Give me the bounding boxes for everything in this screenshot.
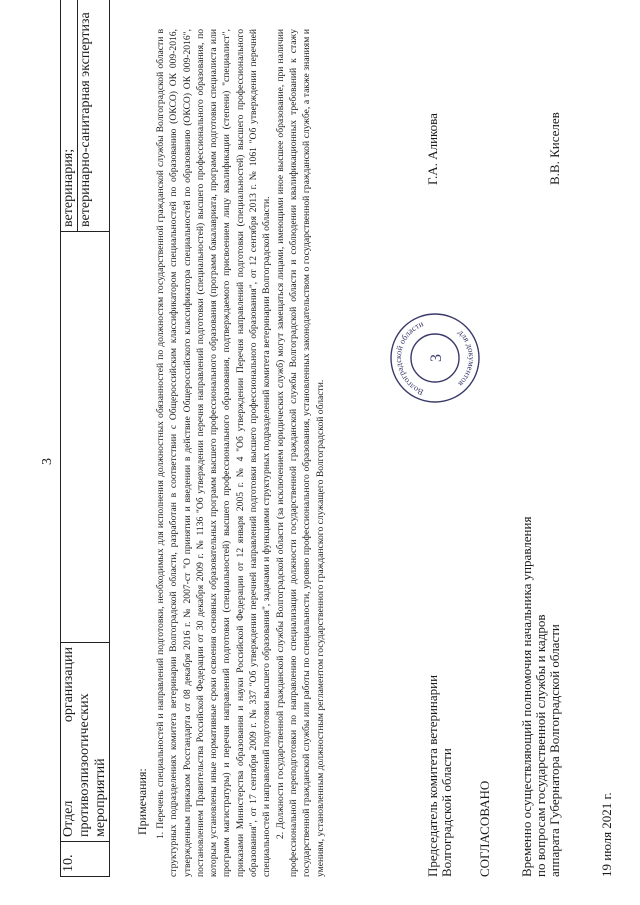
date: 19 июля 2021 г. [599,792,614,877]
page-number: 3 [40,458,55,465]
chair-title [426,675,454,877]
notes-text [154,29,327,877]
direction-cell [61,0,110,232]
table-row [61,0,110,877]
svg-text:3: 3 [428,354,445,362]
unit-line-1: Отдел организации [61,647,76,837]
note-paragraph-1: 1. Перечень специальностей и направлений подготовки, необходимых для исполнения должностных обязанностей по должностям государственной гражданской службы Волгоградской области в структурных подразделениях комитета ветеринарии Волгоградской области, разработан в соответствии с Общероссийским классификатором специальностей по образованию (ОКСО) ОК 009-2016, утвержденным приказом Росстандарта от 08 декабря 2016 г. № 2007-ст "О принятии и введении в действие Общероссийского классификатора специальностей по образованию (ОКСО) ОК 009-2016", постановлением Правительства Российской Федерации от 30 декабря 2009 г. № 1136 "Об утверждении перечня направлений подготовки (специальностей) высшего профессионального образования, по которым установлены иные нормативные сроки освоения основных образовательных программ высшего профессионального образования (программ бакалавриата, программ подготовки специалиста или программ магистратуры) и перечня направлений подготовки (специальностей) высшего профессионального образования, подтверждаемого присвоением лицу квалификации (степени) "специалист", приказами Министерства образования и науки Российской Федерации от 12 января 2005 г. № 4 "Об утверждении Перечня направлений подготовки (специальностей) высшего профессионального образования", от 17 сентября 2009 г. № 337 "Об утверждении перечней направлений подготовки высшего профессионального образования", от 12 сентября 2013 г. № 1061 "Об утверждении перечней специальностей и направлений подготовки высшего образования", задачами и функциями структурных подразделений комитета ветеринарии Волгоградской области. [155,29,273,877]
direction-2: ветеринарно-санитарная экспертиза [77,0,94,231]
chair-name: Г.А. Аликова [425,113,440,185]
notes-heading: Примечания: [135,768,149,835]
head-name: В.В. Киселев [547,112,562,185]
note-paragraph-2: 2. Должности государственной гражданской службы Волгоградской области (за исключением юридических служб) могут замещаться лицами, имеющими иное высшее образование, при наличии профессиональной переподготовки по направлению специализации должности государственной гражданской службы Волгоградской области и соблюдении квалификационных требований к стажу государственной гражданской службы или работы по специальности, уровню профессионального образования, установленных законодательством о государственной гражданской службе, а также знаниям и умениям, установленным должностным регламентом государственного гражданского служащего Волгоградской области. [274,29,326,877]
unit-line-3: мероприятий [93,758,108,837]
round-stamp-icon [388,311,482,405]
head-title-line-1: Временно осуществляющий полномочия начальника управления [519,516,534,877]
chair-title-line-1: Председатель комитета ветеринарии [425,674,440,877]
chair-title-line-2: Волгоградской области [439,748,454,877]
svg-text:для документов: для документов [456,327,478,389]
head-title-line-3: аппарата Губернатора Волгоградской области [547,624,562,877]
direction-1: ветеринария; [61,148,76,227]
specialties-table [60,0,110,877]
unit-cell [61,643,110,842]
row-number: 10. [61,842,110,877]
agreed-label: СОГЛАСОВАНО [477,780,492,877]
unit-line-2: противоэпизоотических [77,693,92,837]
head-title-line-2: по вопросам государственной службы и кадров [533,614,548,877]
empty-cell [61,232,110,643]
svg-text:Волгоградской области: Волгоградской области [392,318,425,398]
head-title [520,517,562,877]
